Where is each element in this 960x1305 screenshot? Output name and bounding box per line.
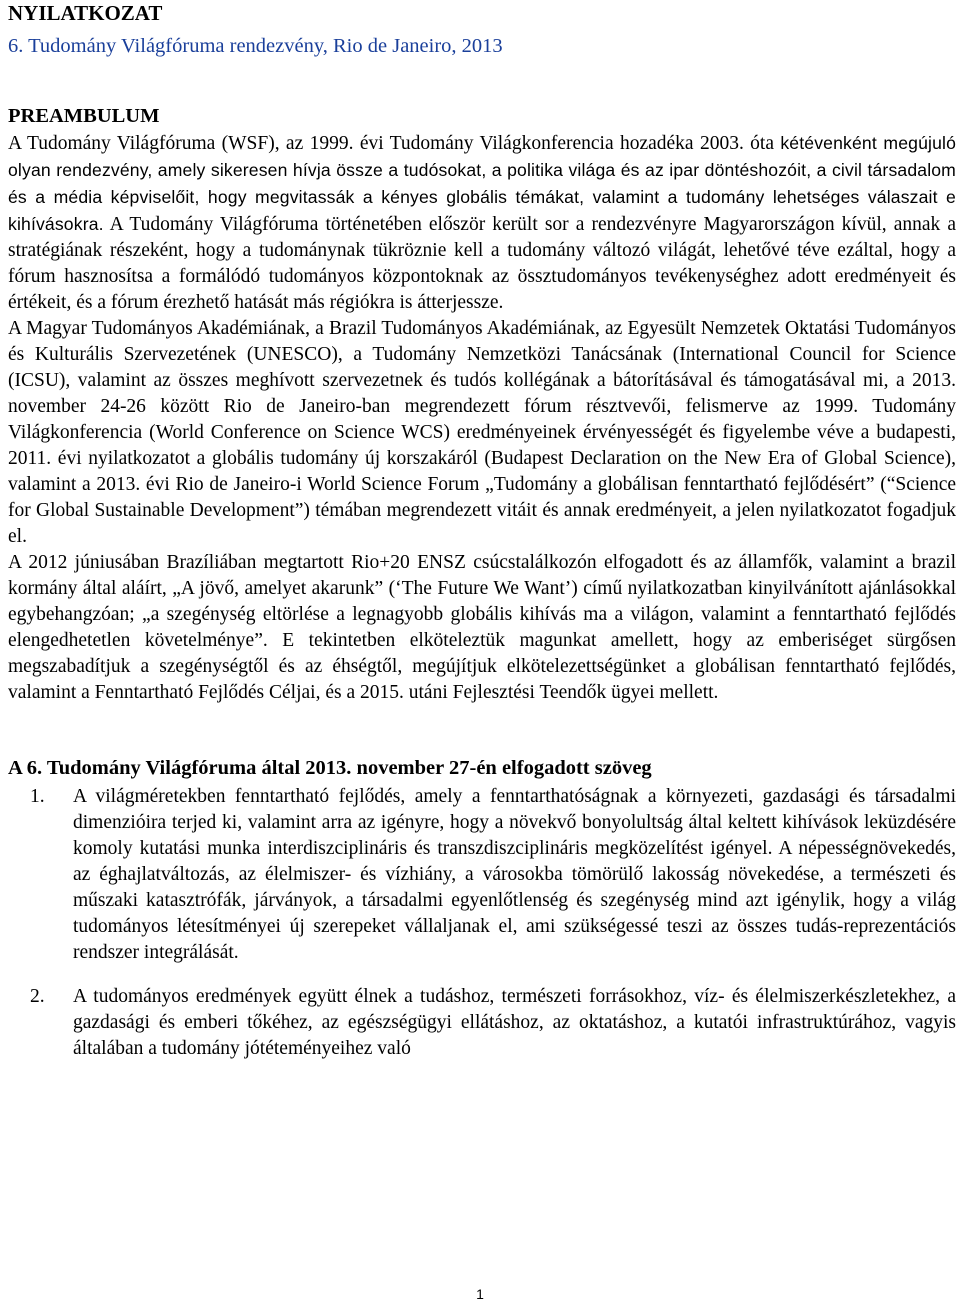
preamble-sans-text: kétévenként megújuló olyan rendezvény, amely sikeresen hívja össze a tudósokat, a politika világa és az ipar döntéshozóit, a civil társadalom és a média képviselőit, hogy megvitassák a kényes globális témákat, valamint a tudomány lehetséges válaszait e kihívásokra. [8,133,956,234]
list-item-text: A világméretekben fenntartható fejlődés, amely a fenntarthatóságnak a környezeti, gazdasági és társadalmi dimenzióira terjed ki, valamint arra az igényre, hogy a növekvő bonyolultság által keltett kihívások leküzdésére komoly kutatási munka interdiszciplináris és transzdiszciplináris megközelítést igényel. A népességnövekedés, az éghajlatváltozás, az élelmiszer- és vízhiány, a városokba tömörülő lakosság növekedése, a természeti és műszaki katasztrófák, járványok, a társadalmi egyenlőtlenség és szegénység mind azt igénylik, hogy a világ tudományos létesítményei új szerepeket vállaljanak el, ami szükségessé teszi az összes tudás-reprezentációs rendszer integrálását. [73,786,956,963]
preamble-serif-start: A Tudomány Világfóruma (WSF), az 1999. évi Tudomány Világkonferencia hozadéka 2003. óta [8,133,774,154]
paragraph-rio20: A 2012 júniusában Brazíliában megtartott Rio+20 ENSZ csúcstalálkozón elfogadott és az államfők, valamint a brazil kormány által aláírt, „A jövő, amelyet akarunk” (‘The Future We Want’) című nyilatkozatban kinyilvánított ajánlásokkal egybehangzóan; „a szegénység eltörlése a legnagyobb globális kihívás ma a világon, valamint a fenntartható fejlődés elengedhetetlen követelménye”. E tekintetben elköteleztük magunkat amellett, hogy az emberiséget sürgősen megszabadítjuk a szegénységtől és az éhségtől, megújítjuk elkötelezettségünket a globálisan fenntartható fejlődés, valamint a Fenntartható Fejlődés Céljai, és a 2015. utáni Fejlesztési Teendők ügyei mellett. [8,552,956,703]
list-item-number: 2. [30,986,45,1007]
list-item-number: 1. [30,786,45,807]
list-item [8,984,956,1062]
paragraph-endorsement: A Magyar Tudományos Akadémiának, a Brazil Tudományos Akadémiának, az Egyesült Nemzetek Oktatási Tudományos és Kulturális Szervezetének (UNESCO), a Tudomány Nemzetközi Tanácsának (International Council for Science (ICSU), valamint az összes meghívott szervezetnek és tudós kollégának a bátorításával és támogatásával mi, a 2013. november 24-26 között Rio de Janeiro-ban megrendezett fórum résztvevői, felismerve az 1999. Tudomány Világkonferencia (World Conference on Science WCS) eredményeinek érvényességét és figyelembe véve a budapesti, 2011. évi nyilatkozatot a globális tudomány új korszakáról (Budapest Declaration on the New Era of Global Science), valamint a 2013. évi Rio de Janeiro-i World Science Forum „Tudomány a globálisan fenntartható fejlődésért” (“Science for Global Sustainable Development”) témában megrendezett vitáit és annak eredményeit, a jelen nyilatkozatot fogadjuk el. [8,318,956,547]
numbered-list [8,784,956,1062]
page-number: 1 [476,1286,484,1302]
document-subtitle: 6. Tudomány Világfóruma rendezvény, Rio de Janeiro, 2013 [8,35,503,57]
preamble-paragraph [8,130,956,316]
preamble-heading: PREAMBULUM [8,105,160,127]
preamble-serif-end: A Tudomány Világfóruma történetében először került sor a rendezvényre Magyarországon kívül, annak a stratégiának részeként, hogy a tudománynak tükröznie kell a tudomány változó világát, lehetővé téve ezáltal, hogy a fórum hasznosítsa a formálódó tudományos központoknak az össztudományos tevékenységhez adott eredményeit és értékeit, és a fórum érezhető hatását más régiókra is átterjessze. [8,214,956,313]
document-page [8,0,956,1062]
list-item [8,784,956,966]
list-item-text: A tudományos eredmények együtt élnek a tudáshoz, természeti forrásokhoz, víz- és élelmiszerkészletekhez, a gazdasági és emberi tőkéhez, az egészségügyi ellátáshoz, az oktatáshoz, a kutatói infrastruktúrához, vagyis általában a tudomány jótéteményeihez való [73,986,956,1059]
document-title: NYILATKOZAT [8,1,163,25]
section-heading: A 6. Tudomány Világfóruma által 2013. november 27-én elfogadott szöveg [8,757,652,779]
